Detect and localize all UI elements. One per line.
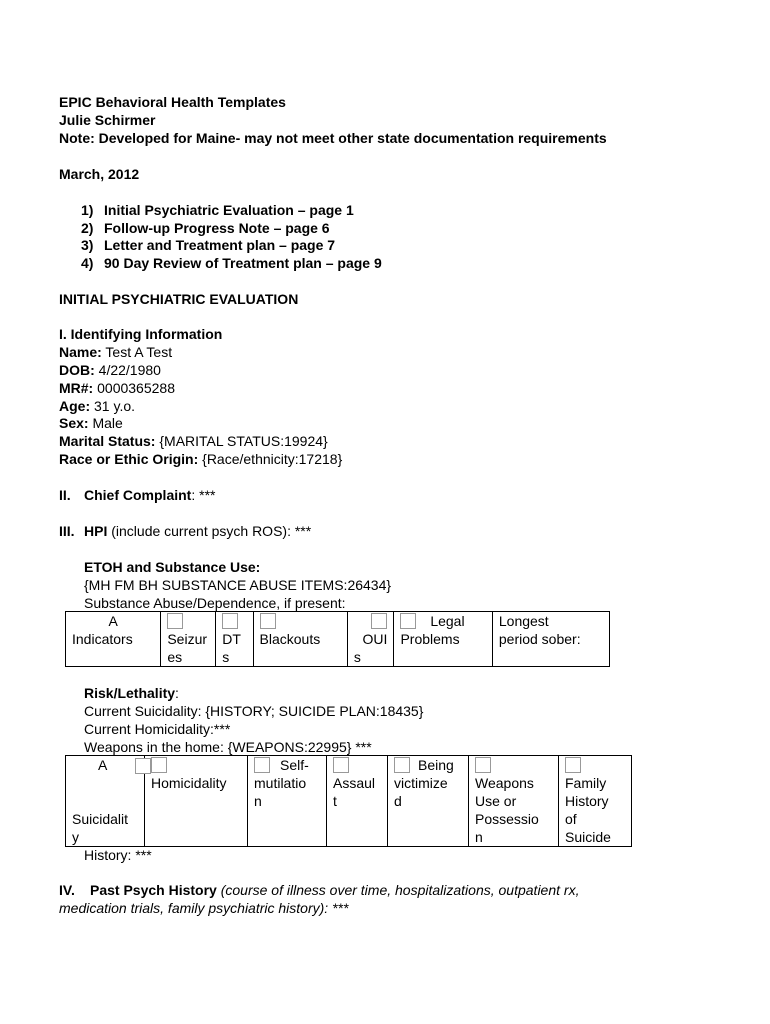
cell-homicidality: Homicidality — [145, 756, 248, 847]
doc-title: EPIC Behavioral Health Templates — [59, 94, 286, 110]
etoh-line1: {MH FM BH SUBSTANCE ABUSE ITEMS:26434} — [84, 577, 392, 593]
dts-checkbox[interactable] — [222, 613, 238, 629]
cell-weapons: Weapons Use or Possessio n — [469, 756, 559, 847]
cell-being-victimized: Being victimize d — [388, 756, 469, 847]
cell-indicators: A Indicators — [66, 612, 161, 667]
chief-complaint: II. Chief Complaint: *** — [59, 487, 216, 503]
field-race: Race or Ethic Origin: {Race/ethnicity:17218} — [59, 451, 343, 467]
doc-note: Note: Developed for Maine- may not meet other state documentation requirements — [59, 130, 607, 146]
field-dob: DOB: 4/22/1980 — [59, 362, 161, 378]
self-mutilation-checkbox[interactable] — [254, 757, 270, 773]
doc-date: March, 2012 — [59, 166, 140, 182]
cell-seizures: Seizur es — [161, 612, 216, 667]
ouis-checkbox[interactable] — [371, 613, 387, 629]
risk-weapons: Weapons in the home: {WEAPONS:22995} *** — [84, 739, 372, 755]
cell-family-history: Family History of Suicide — [559, 756, 632, 847]
legal-checkbox[interactable] — [400, 613, 416, 629]
blackouts-checkbox[interactable] — [260, 613, 276, 629]
toc-item: 1) Initial Psychiatric Evaluation – page 1 — [81, 202, 354, 218]
past-psych-line2: medication trials, family psychiatric history): *** — [59, 900, 349, 916]
section-title: INITIAL PSYCHIATRIC EVALUATION — [59, 291, 299, 307]
toc-item: 2) Follow-up Progress Note – page 6 — [81, 220, 330, 236]
toc-item: 4) 90 Day Review of Treatment plan – page 9 — [81, 255, 382, 271]
cell-ouis: OUI s — [347, 612, 394, 667]
field-name: Name: Test A Test — [59, 344, 173, 360]
seizures-checkbox[interactable] — [167, 613, 183, 629]
cell-blackouts: Blackouts — [253, 612, 347, 667]
cell-longest: Longest period sober: — [492, 612, 609, 667]
etoh-heading: ETOH and Substance Use: — [84, 559, 261, 575]
field-age: Age: 31 y.o. — [59, 398, 136, 414]
risk-table — [65, 755, 632, 847]
toc-item: 3) Letter and Treatment plan – page 7 — [81, 237, 336, 253]
etoh-line2: Substance Abuse/Dependence, if present: — [84, 595, 346, 611]
weapons-checkbox[interactable] — [475, 757, 491, 773]
cell-legal: Legal Problems — [394, 612, 492, 667]
field-sex: Sex: Male — [59, 415, 123, 431]
hpi: III. HPI (include current psych ROS): *** — [59, 523, 312, 539]
field-marital: Marital Status: {MARITAL STATUS:19924} — [59, 433, 328, 449]
past-psych-line1: IV. Past Psych History (course of illness over time, hospitalizations, outpatient rx, — [59, 882, 580, 898]
identifying-heading: I. Identifying Information — [59, 326, 223, 342]
cell-suicidality: A Suicidalit y — [66, 756, 145, 847]
homicidality-checkbox[interactable] — [151, 757, 167, 773]
risk-heading: Risk/Lethality: — [84, 685, 179, 701]
family-history-checkbox[interactable] — [565, 757, 581, 773]
doc-author: Julie Schirmer — [59, 112, 156, 128]
risk-history: History: *** — [84, 847, 152, 863]
being-victimized-checkbox[interactable] — [394, 757, 410, 773]
cell-self-mutilation: Self- mutilatio n — [248, 756, 327, 847]
field-mr: MR#: 0000365288 — [59, 380, 175, 396]
risk-suicidality: Current Suicidality: {HISTORY; SUICIDE PLAN:18435} — [84, 703, 424, 719]
substance-table — [65, 611, 610, 667]
cell-assault: Assaul t — [327, 756, 388, 847]
assault-checkbox[interactable] — [333, 757, 349, 773]
risk-homicidality: Current Homicidality:*** — [84, 721, 231, 737]
cell-dts: DT s — [216, 612, 253, 667]
